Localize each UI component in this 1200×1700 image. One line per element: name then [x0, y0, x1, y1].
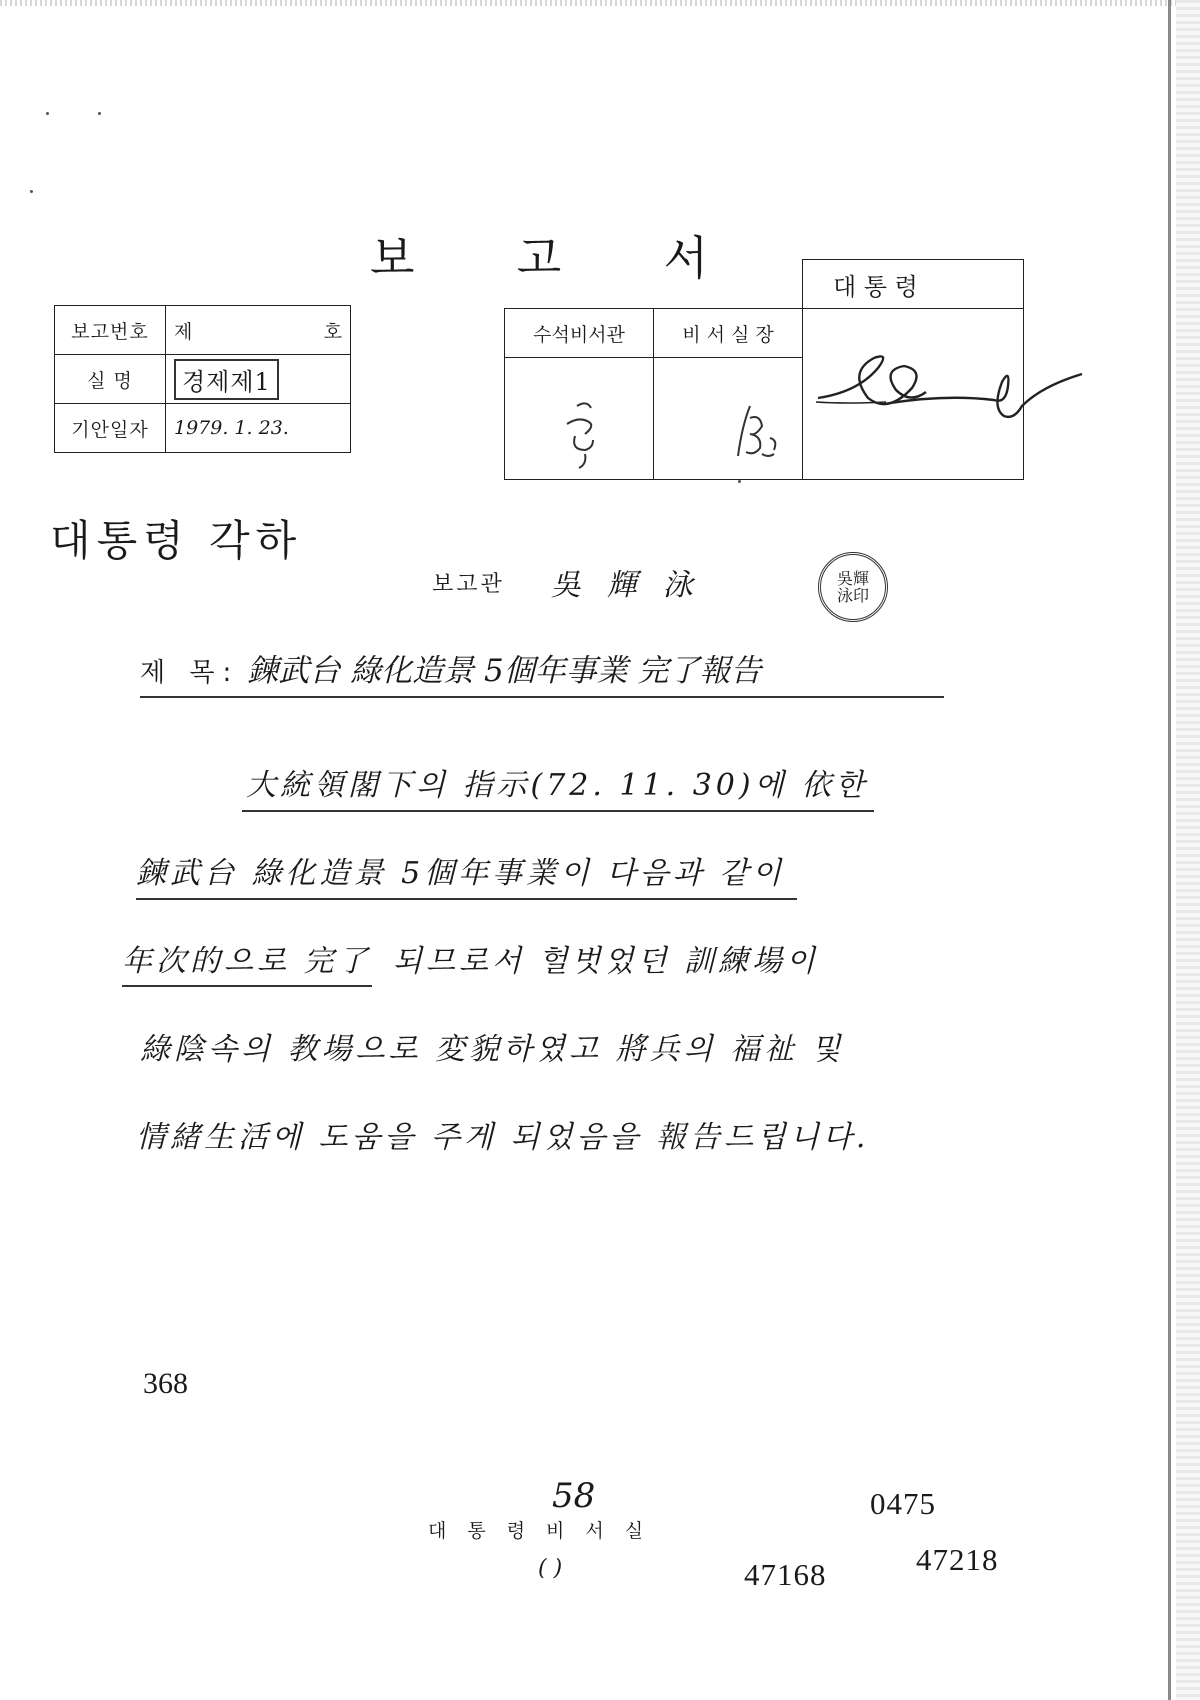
chief-of-staff-signature: [654, 358, 802, 474]
report-number-label: 보고번호: [55, 306, 166, 355]
scan-speck: [46, 112, 49, 115]
subject-text: 鍊武台 綠化造景 5個年事業 完了報告: [247, 653, 762, 689]
report-number-suffix: 호: [323, 320, 342, 343]
chief-secretary-header: 수석비서관: [505, 309, 654, 358]
scan-margin-right: [1176, 0, 1200, 1700]
room-row: [55, 355, 351, 404]
document-code-left: 47168: [744, 1557, 827, 1592]
title-char: 고: [516, 231, 564, 285]
draft-date-label: 기안일자: [55, 404, 166, 453]
chief-of-staff-header: 비 서 실 장: [654, 309, 803, 358]
room-label: 실 명: [55, 355, 166, 404]
chief-secretary-signature-cell: [505, 358, 654, 480]
subject-line: [140, 645, 944, 698]
draft-date-row: [55, 404, 351, 453]
draft-date-value: 1979. 1. 23.: [166, 404, 351, 453]
report-number-prefix: 제: [174, 320, 193, 343]
room-value-cell: [166, 355, 351, 404]
president-signature: [788, 330, 1088, 440]
chief-secretary-signature: [505, 358, 653, 474]
president-header: [803, 260, 1024, 309]
body-line-5: 情緒生活에 도움을 주게 되었음을 報告드립니다.: [136, 1120, 870, 1155]
body-line-3-underlined: 年次的으로 完了: [122, 944, 372, 987]
reporter-label: 보고관: [432, 571, 505, 597]
document-code-top: 0475: [870, 1486, 936, 1521]
title-char: 서: [663, 231, 710, 285]
scan-edge-right: [1168, 0, 1171, 1700]
office-name: 대통령비서실: [428, 1520, 665, 1542]
title-char: 보: [370, 231, 417, 285]
subject-label: 제 목:: [140, 658, 240, 688]
scan-speck: [98, 112, 101, 115]
president-label: 대 통 령: [833, 272, 918, 301]
report-number-row: [55, 306, 351, 355]
scan-speck: [30, 190, 33, 193]
reporter-line: [432, 560, 719, 604]
body-line-3-rest: 되므로서 헐벗었던 訓練場이: [393, 944, 819, 979]
scan-speck: [738, 480, 741, 483]
body-line-3: [122, 936, 819, 980]
reporter-seal: [818, 552, 888, 622]
document-code-right: 47218: [916, 1542, 999, 1577]
handwritten-mark: ( ): [538, 1556, 563, 1581]
reporter-name: 吳輝泳: [550, 568, 719, 603]
scan-edge-top: [0, 0, 1200, 6]
body-line-1: 大統領閣下의 指示(72. 11. 30)에 依한: [242, 760, 874, 812]
salutation: 대통령 각하: [50, 516, 303, 565]
body-line-4: 綠陰속의 教場으로 変貌하였고 將兵의 福祉 및: [140, 1032, 845, 1067]
body-line-2: 鍊武台 綠化造景 5個年事業이 다음과 같이: [136, 848, 797, 900]
page-number: 368: [143, 1367, 188, 1400]
report-number-value: [166, 306, 351, 355]
handwritten-number: 58: [552, 1476, 596, 1516]
seal-mark: 吳輝 泳印: [836, 569, 869, 605]
room-stamp: 경제제1: [174, 359, 279, 400]
report-info-table: [54, 305, 351, 453]
chief-of-staff-signature-cell: [654, 358, 803, 480]
